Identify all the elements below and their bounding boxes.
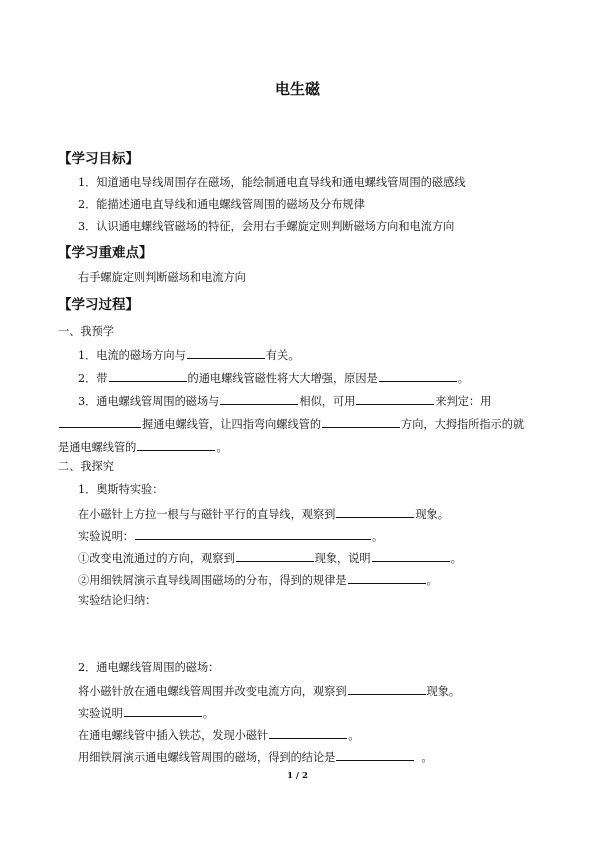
experiment-2-line: 在通电螺线管中插入铁芯，发现小磁针 。 (78, 729, 360, 742)
page-number: 1 / 2 (287, 771, 308, 781)
section-heading-key-points: 【学习重难点】 (58, 245, 153, 261)
answer-blank[interactable] (187, 347, 265, 359)
answer-blank[interactable] (322, 416, 400, 428)
question-3-end: 是通电螺线管的 。 (58, 441, 228, 454)
experiment-1-line: ①改变电流通过的方向，观察到 现象，说明 。 (78, 552, 462, 565)
experiment-1-line: 实验说明： 。 (78, 530, 384, 543)
section-heading-goals: 【学习目标】 (58, 151, 139, 167)
answer-blank[interactable] (379, 370, 457, 382)
experiment-1-conclusion: 实验结论归纳： (78, 594, 157, 607)
answer-blank[interactable] (356, 393, 434, 405)
experiment-2-line: 用细铁屑演示通电螺线管周围的磁场，得到的结论是 。 (78, 751, 433, 764)
section-heading-process: 【学习过程】 (58, 297, 139, 313)
experiment-2-line: 将小磁针放在通电螺线管周围并改变电流方向，观察到 现象。 (78, 685, 461, 698)
experiment-2-line: 实验说明 。 (78, 707, 214, 720)
answer-blank[interactable] (269, 727, 347, 739)
answer-blank[interactable] (348, 683, 426, 695)
answer-blank[interactable] (109, 370, 187, 382)
answer-blank[interactable] (59, 416, 141, 428)
answer-blank[interactable] (336, 749, 414, 761)
answer-blank[interactable] (124, 705, 202, 717)
experiment-1-line: 在小磁针上方拉一根与与磁针平行的直导线，观察到 现象。 (78, 508, 449, 521)
key-point-text: 右手螺旋定则判断磁场和电流方向 (78, 271, 246, 284)
part2-heading: 二、我探究 (58, 460, 114, 473)
answer-blank[interactable] (336, 506, 414, 518)
experiment-2-title: 2．通电螺线管周围的磁场： (78, 661, 220, 674)
question-3-cont: 握通电螺线管，让四指弯向螺线管的 方向，大拇指所指示的就 (58, 416, 524, 432)
answer-blank[interactable] (135, 528, 371, 540)
question-3: 3．通电螺线管周围的磁场与 相似，可用 来判定：用 (78, 395, 492, 408)
question-2: 2．带 的通电螺线管磁性将大大增强，原因是 。 (78, 372, 469, 385)
answer-blank[interactable] (137, 439, 215, 451)
question-1: 1．电流的磁场方向与 有关。 (78, 349, 300, 362)
experiment-1-title: 1．奥斯特实验： (78, 483, 164, 496)
answer-blank[interactable] (220, 393, 298, 405)
part1-heading: 一、我预学 (58, 325, 114, 338)
goal-item: 3．认识通电螺线管磁场的特征，会用右手螺旋定则判断磁场方向和电流方向 (78, 220, 455, 233)
goal-item: 2．能描述通电直导线和通电螺线管周围的磁场及分布规律 (78, 198, 365, 211)
experiment-1-line: ②用细铁屑演示直导线周围磁场的分布，得到的规律是 。 (78, 574, 438, 587)
answer-blank[interactable] (236, 550, 314, 562)
answer-blank[interactable] (348, 572, 426, 584)
answer-blank[interactable] (372, 550, 450, 562)
page-title: 电生磁 (274, 80, 320, 98)
goal-item: 1．知道通电导线周围存在磁场，能绘制通电直导线和通电螺线管周围的磁感线 (78, 176, 466, 189)
